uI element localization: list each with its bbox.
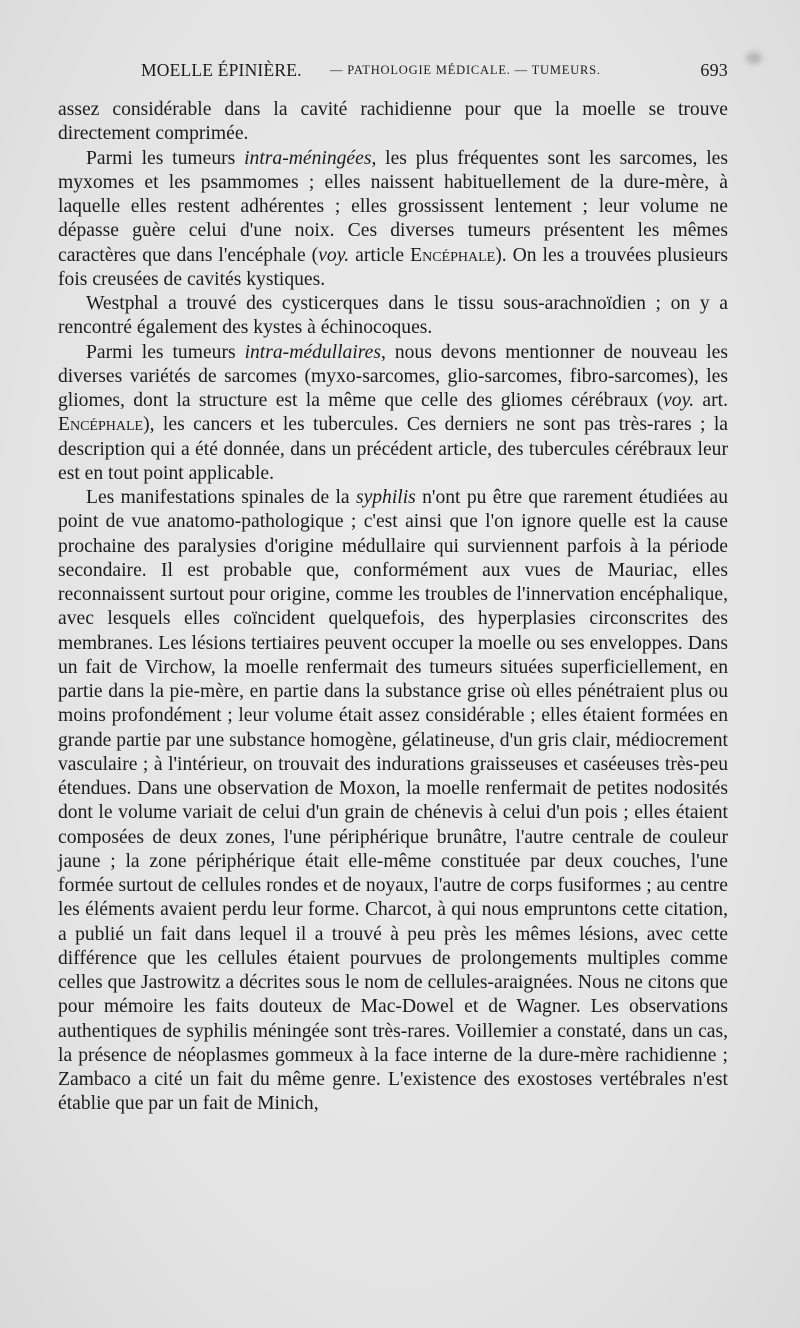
ink-smudge <box>746 52 762 64</box>
text-run: Parmi les tumeurs <box>86 341 245 363</box>
text-run: n'ont pu être que rarement étudiées au point de vue anatomo-pathologique ; c'est ainsi que l'on ignore quelle est la cause prochaine des paralysies d'origine médullaire qui surviennent parfois à la période secondaire. Il est probable que, conformément aux vues de Mauriac, elles reconnaissent surtout pour origine, comme les troubles de l'innervation encéphalique, avec lesquels elles coïncident quelquefois, des hyperplasies circonscrites des membranes. Les lésions tertiaires peuvent occuper la moelle ou ses enveloppes. Dans un fait de Virchow, la moelle renfermait des tumeurs situées superficiellement, en partie dans la pie-mère, en partie dans la substance grise où elles pénétraient plus ou moins profondément ; leur volume était assez considérable ; elles étaient formées en grande partie par une substance homogène, gélatineuse, d'un gris clair, médiocrement vasculaire ; à l'intérieur, on trouvait des indurations graisseuses et caséeuses très-peu étendues. Dans une observation de Moxon, la moelle renfermait de petites nodosités dont le volume variait de celui d'un grain de chénevis à celui d'un pois ; elles étaient composées de deux zones, l'une périphérique brunâtre, l'autre centrale de couleur jaune ; la zone périphérique était elle-même constituée par deux couches, l'une formée surtout de cellules rondes et de noyaux, l'autre de corps fusiformes ; au centre les éléments avaient perdu leur forme. Charcot, à qui nous empruntons cette citation, a publié un fait dans lequel il a trouvé à peu près les mêmes lésions, avec cette différence que les cellules étaient pourvues de prolongements multiples comme celles que Jastrowitz a décrites sous le nom de cellules-araignées. Nous ne citons que pour mémoire les faits douteux de Mac-Dowel et de Wagner. Les observations authentiques de syphilis méningée sont très-rares. Voillemier a constaté, dans un cas, la présence de néoplasmes gommeux à la face interne de la dure-mère rachidienne ; Zambaco a cité un fait du même genre. L'existence des exostoses vertébrales n'est établie que par un fait de Minich, <box>58 487 728 1115</box>
text-run: , nous devons mentionner de nouveau les diverses variétés de sarcomes (myxo-sarcomes, glio-sarcomes, fibro-sarcomes), les gliomes, dont la structure est la même que celle des gliomes cérébraux ( <box>58 341 729 411</box>
text-run: ). On les a trouvées plusieurs fois creusées de cavités kystiques. <box>58 244 729 290</box>
paragraph <box>58 147 728 293</box>
italic-term: intra-médullaires <box>244 341 381 363</box>
page-number: 693 <box>700 60 728 80</box>
header-section: — PATHOLOGIE MÉDICALE. — TUMEURS. <box>330 63 601 77</box>
italic-term: intra-méningées <box>244 147 372 169</box>
text-run: Westphal a trouvé des cysticerques dans le tissu sous-arachnoïdien ; on y a rencontré également des kystes à échinocoques. <box>58 293 728 339</box>
text-run: , les plus fréquentes sont les sarcomes, les myxomes et les psammomes ; elles naissent habituellement de la dure-mère, à laquelle elles restent adhérentes ; elles grossissent lentement ; leur volume ne dépasse guère celui d'une noix. Ces diverses tumeurs présentent les mêmes caractères que dans l'encéphale ( <box>58 147 728 266</box>
text-run: Parmi les tumeurs <box>86 147 245 169</box>
paragraph <box>58 486 728 1117</box>
paragraph <box>58 292 728 341</box>
italic-term: syphilis <box>355 487 416 508</box>
text-run: ), les cancers et les tubercules. Ces derniers ne sont pas très-rares ; la description qui a été donnée, dans un précédent article, des tubercules cérébraux leur est en tout point applicable. <box>58 414 728 484</box>
body-text <box>58 98 728 1117</box>
italic-term: voy. <box>318 244 350 266</box>
paragraph <box>58 341 728 487</box>
small-caps-ref: Encéphale <box>410 244 496 266</box>
running-header <box>58 60 728 86</box>
text-run: art. <box>694 390 728 411</box>
small-caps-ref: Encéphale <box>58 414 144 436</box>
text-run: assez considérable dans la cavité rachidienne pour que la moelle se trouve directement comprimée. <box>58 99 728 145</box>
text-run: article <box>349 244 411 266</box>
paragraph <box>58 98 728 147</box>
italic-term: voy. <box>663 390 695 411</box>
header-title: MOELLE ÉPINIÈRE. <box>141 60 302 80</box>
text-run: Les manifestations spinales de la <box>86 487 356 508</box>
